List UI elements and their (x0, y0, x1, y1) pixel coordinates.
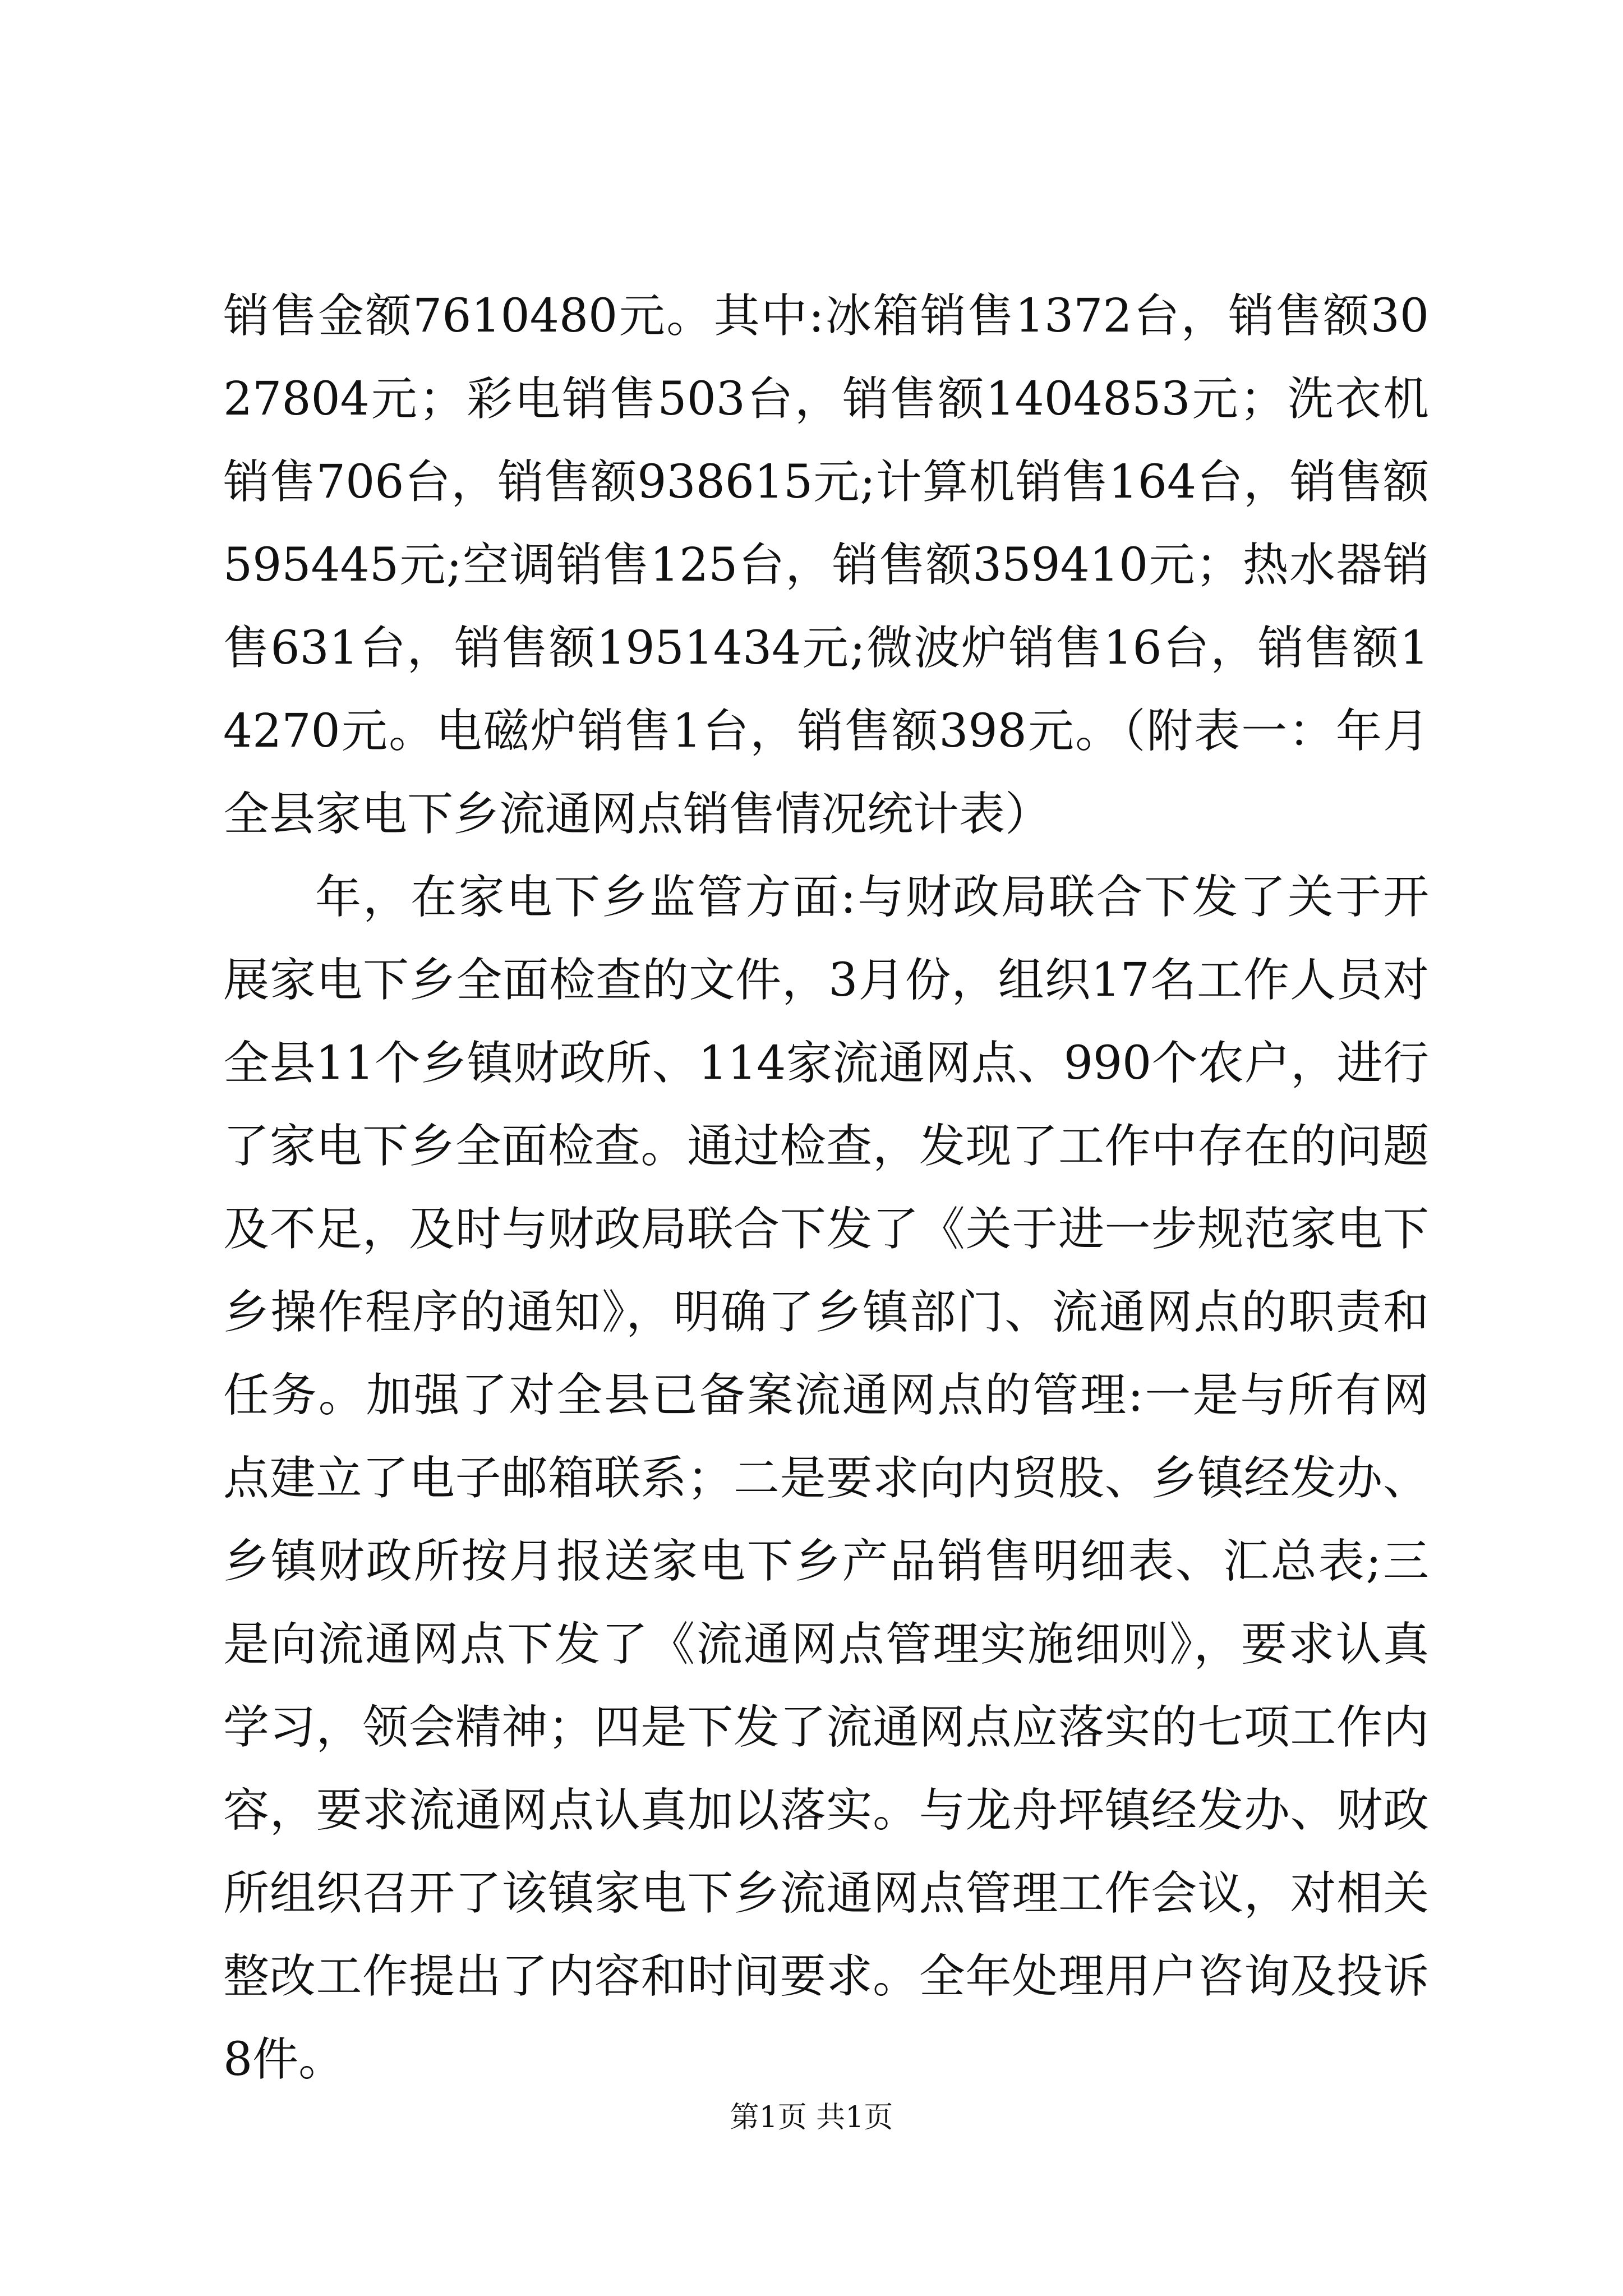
document-body (223, 275, 1429, 2101)
page-footer: 第1页 共1页 (730, 2101, 893, 2134)
paragraph-sales-summary: 销售金额7610480元。其中:冰箱销售1372台，销售额3027804元；彩电销售503台，销售额1404853元；洗衣机销售706台，销售额938615元;计算机销售164台，销售额595445元;空调销售125台，销售额359410元；热水器销售631台，销售额1951434元;微波炉销售16台，销售额14270元。电磁炉销售1台，销售额398元。（附表一：年月全县家电下乡流通网点销售情况统计表） (223, 289, 1429, 841)
paragraph-supervision: 年，在家电下乡监管方面:与财政局联合下发了关于开展家电下乡全面检查的文件，3月份，组织17名工作人员对全县11个乡镇财政所、114家流通网点、990个农户，进行了家电下乡全面检查。通过检查，发现了工作中存在的问题及不足，及时与财政局联合下发了《关于进一步规范家电下乡操作程序的通知》，明确了乡镇部门、流通网点的职责和任务。加强了对全县已备案流通网点的管理:一是与所有网点建立了电子邮箱联系；二是要求向内贸股、乡镇经发办、乡镇财政所按月报送家电下乡产品销售明细表、汇总表;三是向流通网点下发了《流通网点管理实施细则》，要求认真学习，领会精神；四是下发了流通网点应落实的七项工作内容，要求流通网点认真加以落实。与龙舟坪镇经发办、财政所组织召开了该镇家电下乡流通网点管理工作会议，对相关整改工作提出了内容和时间要求。全年处理用户咨询及投诉8件。 (223, 871, 1429, 2086)
